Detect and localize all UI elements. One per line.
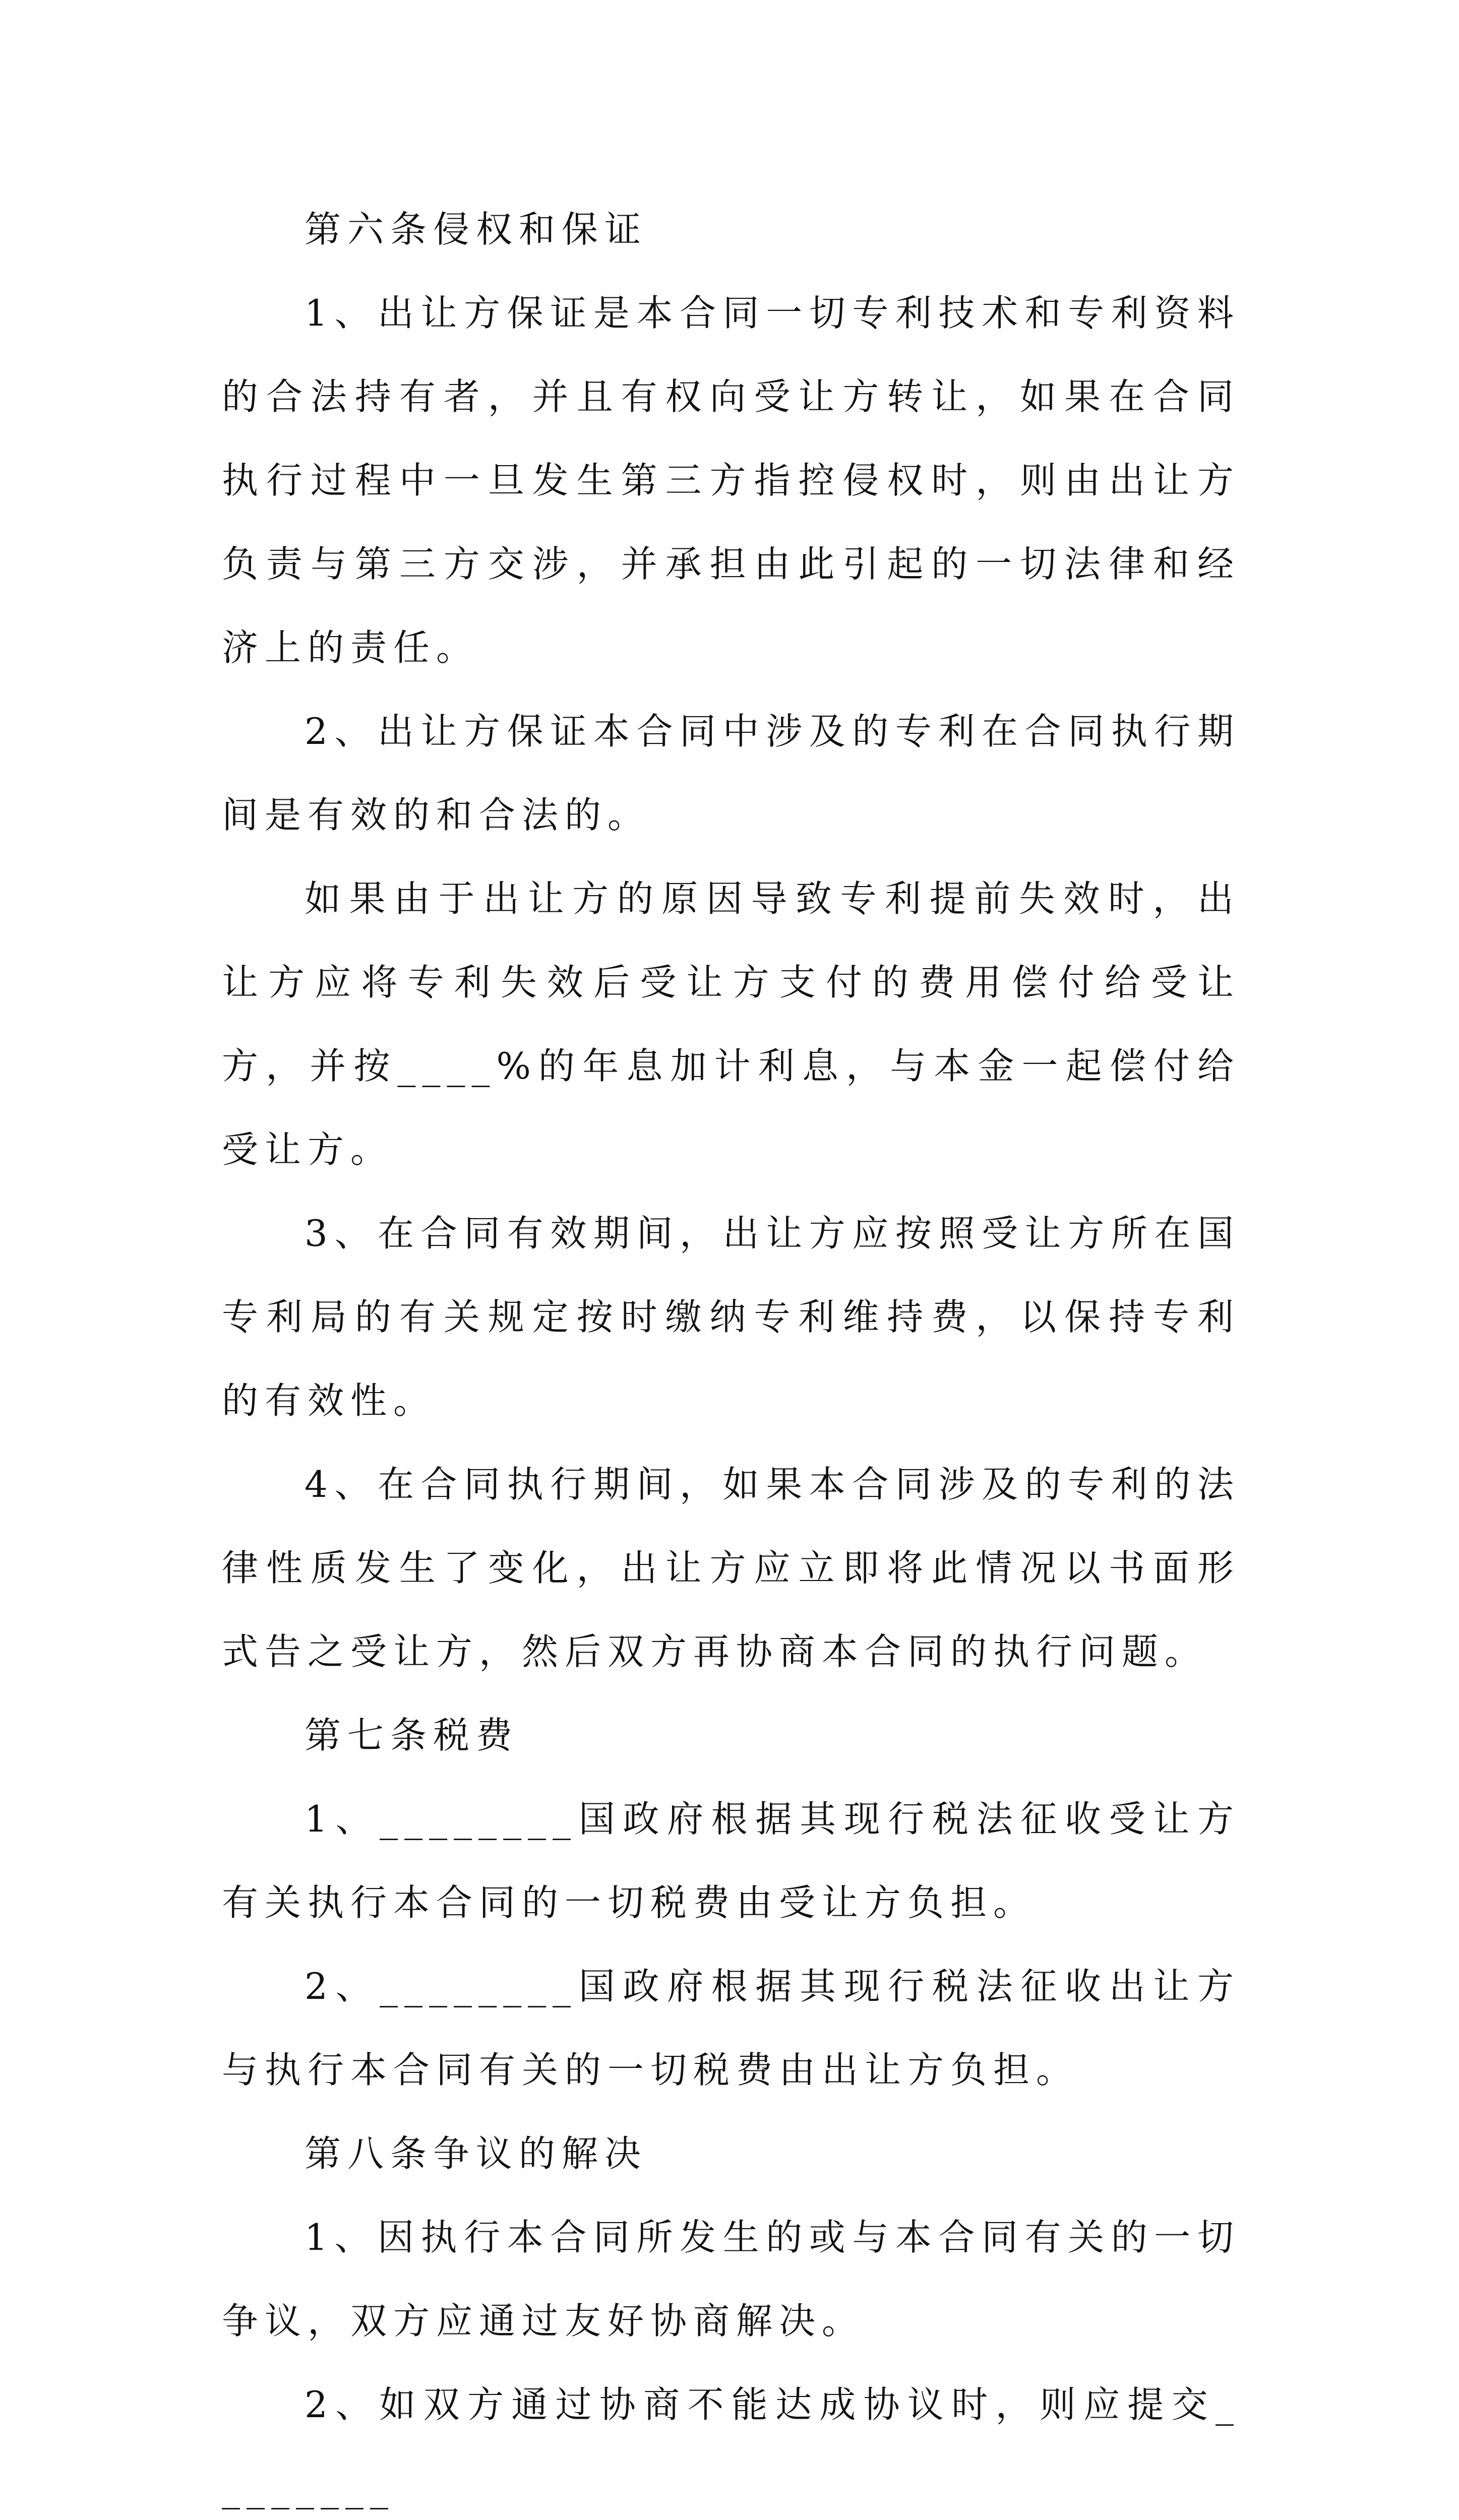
article-6-heading: 第六条侵权和保证 xyxy=(305,208,648,250)
document-body xyxy=(222,187,1240,2520)
article-6-clause-4: 4、在合同执行期间，如果本合同涉及的专利的法律性质发生了变化，出让方应立即将此情况以书面形式告之受让方，然后双方再协商本合同的执行问题。 xyxy=(222,1463,1240,1673)
article-6-clause-2: 2、出让方保证本合同中涉及的专利在合同执行期间是有效的和合法的。 xyxy=(222,710,1240,836)
article-8-heading: 第八条争议的解决 xyxy=(305,2132,648,2175)
article-6-clause-3: 3、在合同有效期间，出让方应按照受让方所在国专利局的有关规定按时缴纳专利维持费，以保持专利的有效性。 xyxy=(222,1212,1240,1422)
article-8-clause-1: 1、因执行本合同所发生的或与本合同有关的一切争议，双方应通过友好协商解决。 xyxy=(222,2216,1240,2342)
article-6-clause-1: 1、出让方保证是本合同一切专利技术和专利资料的合法持有者，并且有权向受让方转让，如果在合同执行过程中一旦发生第三方指控侵权时，则由出让方负责与第三方交涉，并承担由此引起的一切法律和经济上的责任。 xyxy=(222,292,1240,669)
article-7-clause-1: 1、________国政府根据其现行税法征收受让方有关执行本合同的一切税费由受让方负担。 xyxy=(222,1798,1240,1924)
article-6-clause-2-continuation: 如果由于出让方的原因导致专利提前失效时，出让方应将专利失效后受让方支付的费用偿付给受让方，并按____%的年息加计利息，与本金一起偿付给受让方。 xyxy=(222,877,1240,1171)
article-7-clause-2: 2、________国政府根据其现行税法征收出让方与执行本合同有关的一切税费由出让方负担。 xyxy=(222,1965,1240,2091)
article-7-heading: 第七条税费 xyxy=(305,1714,519,1756)
article-8-clause-2: 2、如双方通过协商不能达成协议时，则应提交________ xyxy=(222,2383,1240,2509)
